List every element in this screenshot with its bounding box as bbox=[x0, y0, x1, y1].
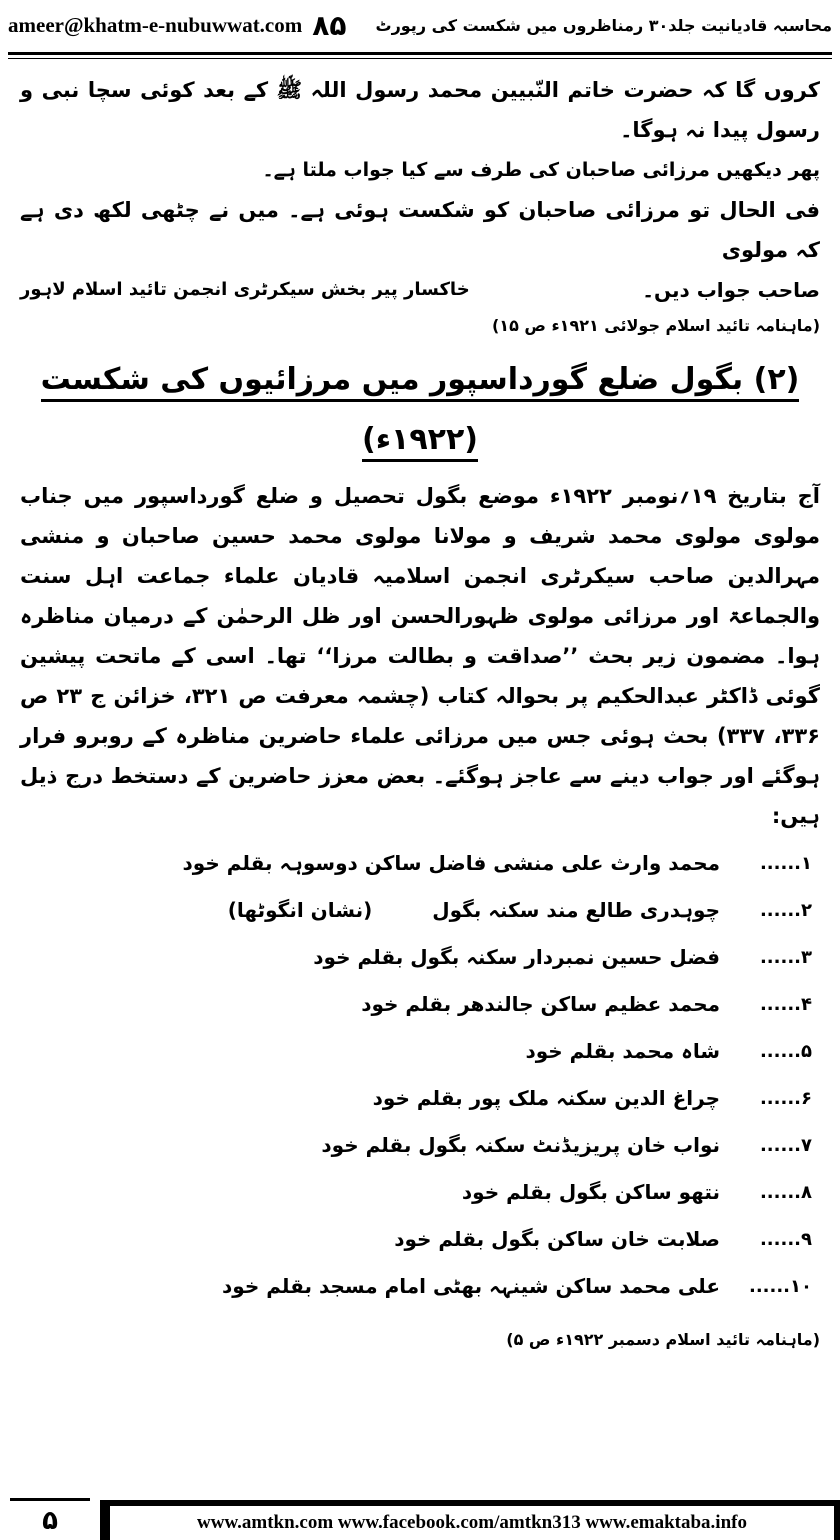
item-number: ۶...... bbox=[759, 1088, 812, 1109]
footer-links[interactable]: www.amtkn.com www.facebook.com/amtkn313 www.emaktaba.info bbox=[110, 1506, 834, 1540]
item-name: چوہدری طالع مند سکنہ بگول bbox=[432, 898, 720, 922]
list-item bbox=[20, 1028, 820, 1075]
page-content bbox=[20, 70, 820, 1356]
item-number: ۳...... bbox=[759, 947, 812, 968]
item-name: محمد عظیم ساکن جالندھر بقلم خود bbox=[361, 992, 720, 1016]
item-name: نواب خان پریزیڈنٹ سکنہ بگول بقلم خود bbox=[321, 1133, 720, 1157]
intro-line-4: صاحب جواب دیں۔ bbox=[642, 278, 820, 302]
header-email[interactable]: ameer@khatm-e-nubuwwat.com bbox=[8, 12, 303, 37]
header-page-number: ۸۵ bbox=[312, 8, 347, 42]
item-name: نتھو ساکن بگول بقلم خود bbox=[461, 1180, 720, 1204]
header-book-title: محاسبہ قادیانیت جلد۳۰ رمناظروں میں شکست کی رپورٹ bbox=[375, 15, 832, 35]
list-item bbox=[20, 1075, 820, 1122]
list-item bbox=[20, 934, 820, 981]
page-footer bbox=[0, 1498, 840, 1540]
header-rule-thick bbox=[8, 52, 832, 55]
list-item bbox=[20, 1216, 820, 1263]
list-item bbox=[20, 1263, 820, 1310]
item-number: ۷...... bbox=[759, 1135, 812, 1156]
section-paragraph: آج بتاریخ ۱۹؍نومبر ۱۹۲۲ء موضع بگول تحصیل و ضلع گورداسپور میں جناب مولوی مولوی محمد شریف و مولانا مولوی محمد حسین صاحبان و منشی مہرالدین صاحب سیکرٹری انجمن اسلامیہ قادیان علماء جماعت اہل سنت والجماعۃ اور مرزائی مولوی ظہورالحسن اور ظل الرحمٰن کے درمیان مناظرہ ہوا۔ مضمون زیر بحث ’’صداقت و بطالت مرزا‘‘ تھا۔ اسی کے ماتحت پیشین گوئی ڈاکٹر عبدالحکیم پر بحوالہ کتاب (چشمہ معرفت ص ۳۲۱، خزائن ج ۲۳ ص ۳۳۶، ۳۳۷) بحث ہوئی جس میں مرزائی علماء حاضرین مناظرہ کے روبرو فرار ہوگئے اور جواب دینے سے عاجز ہوگئے۔ بعض معزز حاضرین کے دستخط درج ذیل ہیں: bbox=[20, 484, 821, 828]
intro-line-2: پھر دیکھیں مرزائی صاحبان کی طرف سے کیا جواب ملتا ہے۔ bbox=[262, 159, 820, 181]
list-item bbox=[20, 981, 820, 1028]
header-left bbox=[8, 9, 346, 42]
item-number: ۹...... bbox=[759, 1229, 812, 1250]
footer-page-number: ۵ bbox=[10, 1498, 90, 1540]
item-name: صلابت خان ساکن بگول بقلم خود bbox=[394, 1227, 720, 1251]
item-name: شاہ محمد بقلم خود bbox=[525, 1039, 720, 1063]
list-item bbox=[20, 887, 820, 934]
item-name: چراغ الدین سکنہ ملک پور بقلم خود bbox=[372, 1086, 720, 1110]
intro-line-3: فی الحال تو مرزائی صاحبان کو شکست ہوئی ہے۔ میں نے چٹھی لکھ دی ہے کہ مولوی bbox=[20, 198, 820, 262]
item-number: ۵...... bbox=[759, 1041, 812, 1062]
item-note: (نشان انگوٹھا) bbox=[227, 898, 373, 922]
section-heading bbox=[20, 350, 820, 470]
item-name: علی محمد ساکن شینہہ بھٹی امام مسجد بقلم خود bbox=[222, 1274, 720, 1298]
page-header bbox=[0, 0, 840, 50]
item-name: فضل حسین نمبردار سکنہ بگول بقلم خود bbox=[313, 945, 720, 969]
intro-source: (ماہنامہ تائید اسلام جولائی ۱۹۲۱ء ص ۱۵) bbox=[491, 316, 820, 335]
item-name: محمد وارث علی منشی فاضل ساکن دوسوہہ بقلم خود bbox=[182, 851, 720, 875]
item-number: ۴...... bbox=[759, 994, 812, 1015]
list-item bbox=[20, 1169, 820, 1216]
signature-list bbox=[20, 840, 820, 1310]
signature-row bbox=[20, 270, 820, 310]
section-source: (ماہنامہ تائید اسلام دسمبر ۱۹۲۲ء ص ۵) bbox=[506, 1330, 820, 1349]
header-rule-thin bbox=[8, 58, 832, 59]
signatory: خاکسار پیر بخش سیکرٹری انجمن تائید اسلام لاہور bbox=[20, 279, 470, 300]
item-number: ۱...... bbox=[759, 853, 812, 874]
item-number: ۱۰...... bbox=[748, 1276, 812, 1297]
intro-line-1: کروں گا کہ حضرت خاتم النّبیین محمد رسول اللہ ﷺ کے بعد کوئی سچا نبی و رسول پیدا نہ ہوگا۔ bbox=[20, 78, 820, 142]
list-item bbox=[20, 840, 820, 887]
item-number: ۲...... bbox=[759, 900, 812, 921]
section-heading-text: (۲) بگول ضلع گورداسپور میں مرزائیوں کی شکست (۱۹۲۲ء) bbox=[41, 362, 800, 462]
item-number: ۸...... bbox=[759, 1182, 812, 1203]
list-item bbox=[20, 1122, 820, 1169]
